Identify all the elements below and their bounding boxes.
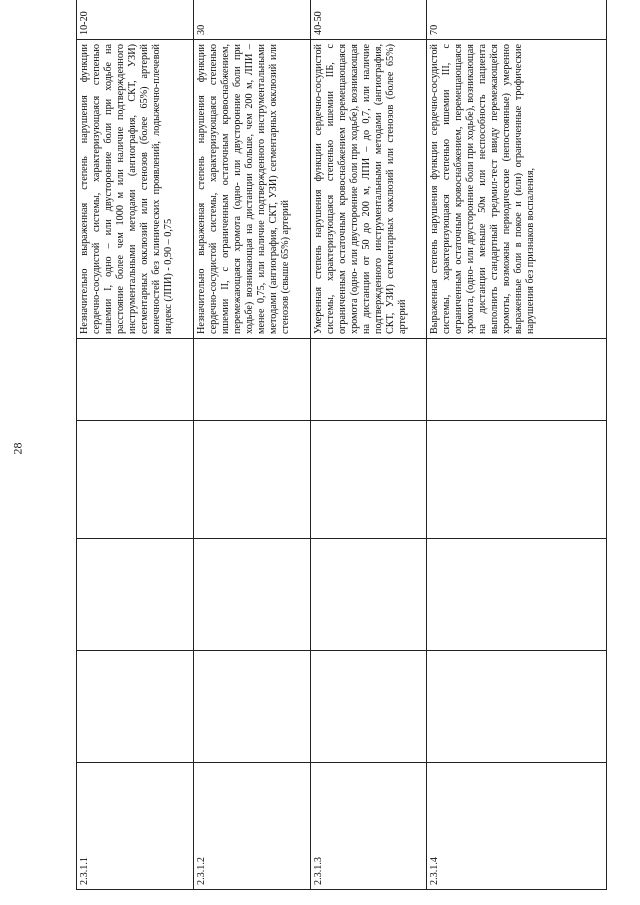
row-score: 40-50	[311, 0, 427, 40]
row-score: 30	[194, 0, 311, 40]
row-description: Незначительно выраженная степень нарушения функции сердечно-сосудистой системы, характеризующаяся степенью ишемии I, одно – или двусторонние боли при ходьбе на расстояние более чем 1000 м или наличие подтвержденного инструментальными методами (ангиография, СКТ, УЗИ) сегментарных окклюзий или стенозов (более 65%) артерий конечностей без клинических проявлений, лодыжечно-плечевой индекс (ЛПИ) - 0,90 – 0,75	[77, 40, 194, 339]
empty-cell	[311, 539, 427, 651]
empty-cell	[311, 339, 427, 421]
empty-cell	[77, 539, 194, 651]
rotated-table-container	[76, 11, 606, 890]
empty-cell	[311, 421, 427, 539]
empty-cell	[194, 651, 311, 763]
empty-cell	[427, 339, 607, 421]
row-description: Выраженная степень нарушения функции сердечно-сосудистой системы, характеризующаяся степенью ишемии III, с ограниченным остаточным кровоснабжением, перемещающаяся хромота, (одно- или двусторонние боли при ходьбе), возникающая на дистанции меньше 50м или неспособность пациента выполнить стандартный тредмил-тест ввиду перемежающейся хромоты, возможны периодические (непостоянные) умеренно выраженные боли в покое и (или) ограниченные трофические нарушения без признаков воспаления,	[427, 40, 607, 339]
row-description: Незначительно выраженная степень нарушения функции сердечно-сосудистой системы, характеризующаяся степенью ишемии II, с ограниченным остаточным кровоснабжением, перемежающаяся хромота (одно- или двусторонние боли при ходьбе) возникающая на дистанции больше, чем 200 м, ЛПИ – менее 0,75, или наличие подтвержденного инструментальными методами (ангиография, СКТ, УЗИ) сегментарных окклюзий или стенозов (свыше 65%) артерий	[194, 40, 311, 339]
empty-cell	[427, 651, 607, 763]
page-number: 28	[10, 442, 25, 455]
row-code: 2.3.1.4	[427, 763, 607, 890]
row-code: 2.3.1.1	[77, 763, 194, 890]
table-row	[77, 0, 194, 890]
empty-cell	[311, 651, 427, 763]
empty-cell	[427, 539, 607, 651]
row-code: 2.3.1.2	[194, 763, 311, 890]
row-description: Умеренная степень нарушения функции сердечно-сосудистой системы, характеризующаяся степенью ишемии IIБ, с ограниченным остаточным кровоснабжением перемещающаяся хромота (одно- или двусторонние боли при ходьбе), возникающая на дистанции от 50 до 200 м, ЛПИ – до 0,7, или наличие подтвержденного инструментальными методами (ангиография, СКТ, УЗИ) сегментарных окклюзий или стенозов (более 65%) артерий	[311, 40, 427, 339]
criteria-table	[76, 0, 607, 890]
table-row	[311, 0, 427, 890]
empty-cell	[194, 339, 311, 421]
table-row	[194, 0, 311, 890]
empty-cell	[77, 421, 194, 539]
empty-cell	[194, 539, 311, 651]
empty-cell	[427, 421, 607, 539]
empty-cell	[77, 651, 194, 763]
row-score: 70	[427, 0, 607, 40]
table-row	[427, 0, 607, 890]
row-score: 10-20	[77, 0, 194, 40]
empty-cell	[194, 421, 311, 539]
empty-cell	[77, 339, 194, 421]
row-code: 2.3.1.3	[311, 763, 427, 890]
